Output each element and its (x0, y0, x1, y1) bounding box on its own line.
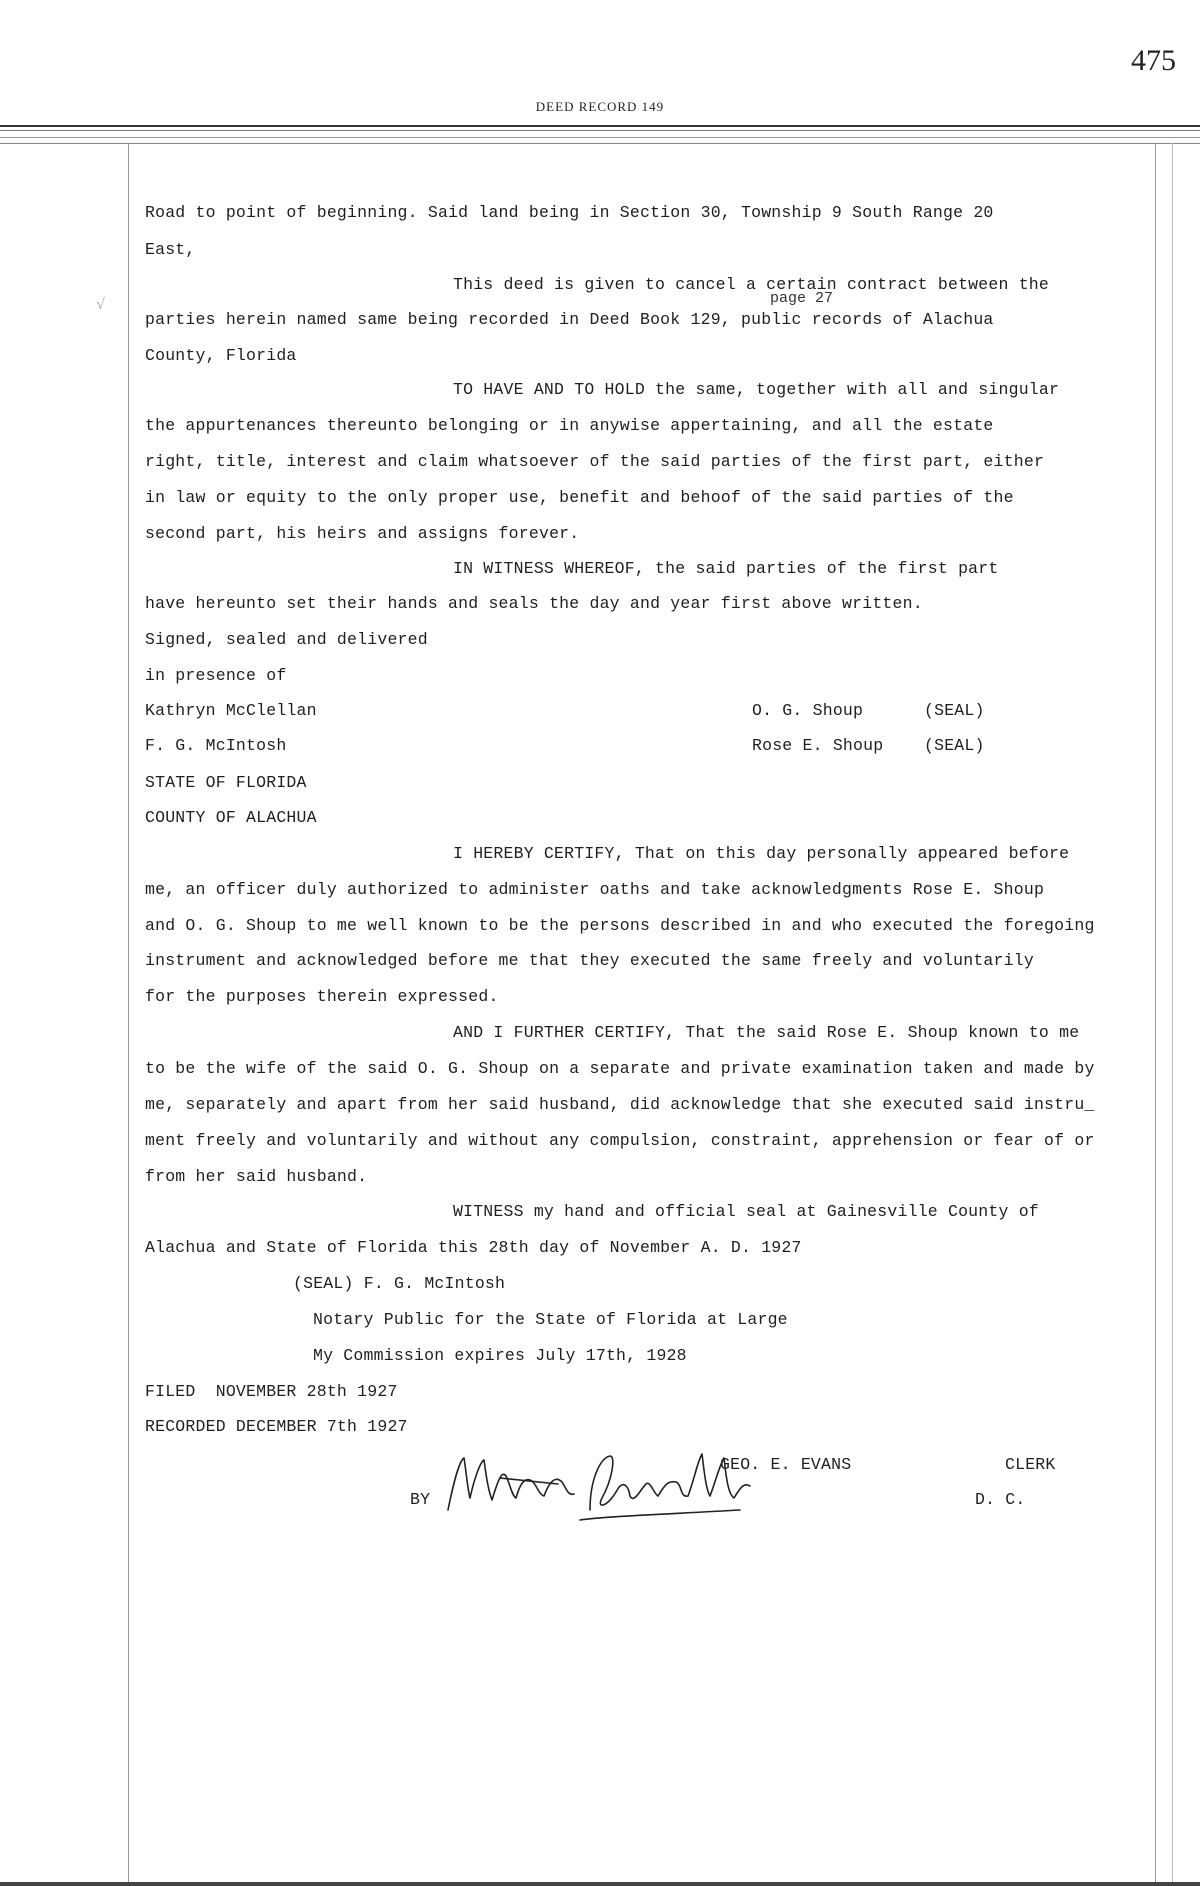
signer-seal: (SEAL) (924, 701, 985, 720)
body-line: Road to point of beginning. Said land being in Section 30, Township 9 South Range 20 (145, 203, 994, 222)
header-rule (0, 130, 1200, 131)
body-line: instrument and acknowledged before me that they executed the same freely and voluntarily (145, 951, 1034, 970)
deed-record-header: DEED RECORD 149 (535, 99, 665, 114)
body-line: East, (145, 240, 196, 259)
header-rule (0, 137, 1200, 138)
handwritten-page-note: page 27 (770, 290, 834, 307)
body-line: AND I FURTHER CERTIFY, That the said Rose E. Shoup known to me (453, 1023, 1080, 1042)
body-line: County, Florida (145, 346, 297, 365)
header-rule (0, 125, 1200, 127)
body-line: Signed, sealed and delivered (145, 630, 428, 649)
left-margin-line (128, 143, 129, 1886)
body-line: have hereunto set their hands and seals the day and year first above written. (145, 594, 923, 613)
recorded-date: RECORDED DECEMBER 7th 1927 (145, 1417, 408, 1436)
page-number: 475 (1131, 44, 1176, 77)
body-line: to be the wife of the said O. G. Shoup on a separate and private examination taken and made by (145, 1059, 1095, 1078)
right-margin-line (1155, 143, 1156, 1886)
filed-date: FILED NOVEMBER 28th 1927 (145, 1382, 398, 1401)
body-line: me, separately and apart from her said husband, did acknowledge that she executed said instru_ (145, 1095, 1095, 1114)
body-line: me, an officer duly authorized to administer oaths and take acknowledgments Rose E. Shoup (145, 880, 1045, 899)
body-line: ment freely and voluntarily and without any compulsion, constraint, apprehension or fear of or (145, 1131, 1095, 1150)
body-line: and O. G. Shoup to me well known to be the persons described in and who executed the foregoing (145, 916, 1095, 935)
body-line: IN WITNESS WHEREOF, the said parties of the first part (453, 559, 999, 578)
body-line: for the purposes therein expressed. (145, 987, 499, 1006)
body-line: This deed is given to cancel a certain contract between the (453, 275, 1049, 294)
bottom-edge (0, 1882, 1200, 1886)
body-line: in law or equity to the only proper use, benefit and behoof of the said parties of the (145, 488, 1014, 507)
header-rule (0, 143, 1200, 144)
right-margin-line-outer (1172, 143, 1173, 1886)
signer-name: O. G. Shoup (752, 701, 864, 720)
body-line: I HEREBY CERTIFY, That on this day personally appeared before (453, 844, 1070, 863)
body-line: in presence of (145, 666, 287, 685)
signer-name: Rose E. Shoup (752, 736, 884, 755)
body-line: TO HAVE AND TO HOLD the same, together with all and singular (453, 380, 1060, 399)
body-line: the appurtenances thereunto belonging or in anywise appertaining, and all the estate (145, 416, 994, 435)
notary-name: (SEAL) F. G. McIntosh (293, 1274, 506, 1293)
body-line: parties herein named same being recorded in Deed Book 129, public records of Alachua (145, 310, 994, 329)
body-line: WITNESS my hand and official seal at Gainesville County of (453, 1202, 1039, 1221)
witness-name: Kathryn McClellan (145, 701, 317, 720)
clerk-name: GEO. E. EVANS (720, 1455, 852, 1474)
body-line: from her said husband. (145, 1167, 368, 1186)
body-line: COUNTY OF ALACHUA (145, 808, 317, 827)
signer-seal: (SEAL) (924, 736, 985, 755)
margin-check-mark: √ (96, 296, 105, 313)
clerk-title: CLERK (1005, 1455, 1056, 1474)
witness-name: F. G. McIntosh (145, 736, 287, 755)
deputy-clerk-signature (440, 1440, 800, 1530)
by-label: BY (410, 1490, 431, 1509)
body-line: second part, his heirs and assigns forever. (145, 524, 580, 543)
body-line: right, title, interest and claim whatsoever of the said parties of the first part, either (145, 452, 1045, 471)
body-line: STATE OF FLORIDA (145, 773, 307, 792)
notary-title: Notary Public for the State of Florida at Large (313, 1310, 788, 1329)
deputy-clerk-label: D. C. (975, 1490, 1026, 1509)
body-line: Alachua and State of Florida this 28th day of November A. D. 1927 (145, 1238, 802, 1257)
commission-expiry: My Commission expires July 17th, 1928 (313, 1346, 687, 1365)
